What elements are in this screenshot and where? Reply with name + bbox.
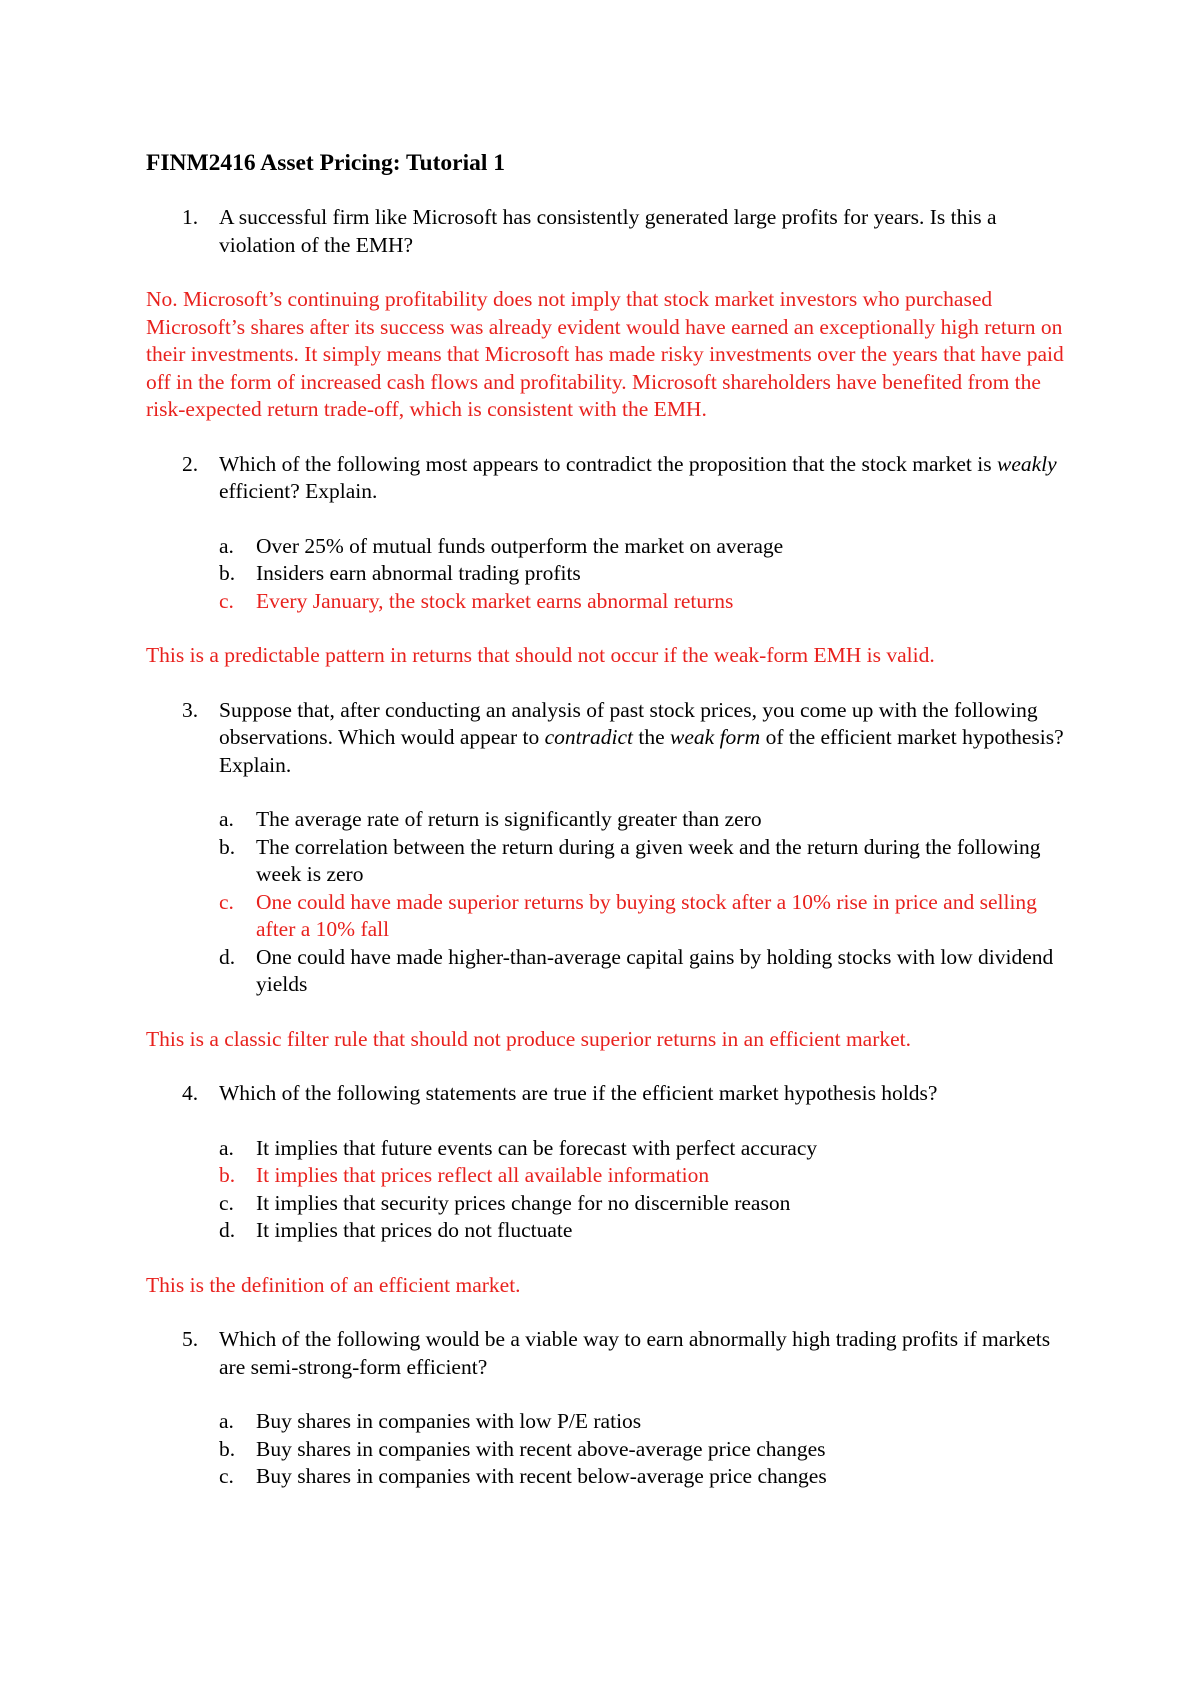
option-item bbox=[146, 834, 1076, 889]
answer-4: This is the definition of an efficient market. bbox=[146, 1272, 521, 1297]
options-list bbox=[146, 1408, 1076, 1491]
question-text bbox=[219, 697, 1076, 780]
option-label: b. bbox=[219, 834, 236, 859]
answer-1: No. Microsoft’s continuing profitability does not imply that stock market investors who purchased Microsoft’s shares after its success was already evident would have earned an exceptionally high return on their investments. It simply means that Microsoft has made risky investments over the years that have paid off in the form of increased cash flows and profitability. Microsoft shareholders have benefited from the risk-expected return trade-off, which is consistent with the EMH. bbox=[146, 287, 1064, 421]
question-text-part: the bbox=[632, 725, 671, 749]
option-text: Buy shares in companies with low P/E ratios bbox=[256, 1409, 642, 1433]
option-item-correct bbox=[146, 588, 1076, 616]
options-list bbox=[146, 1135, 1076, 1245]
option-label: d. bbox=[219, 1218, 236, 1242]
option-text: One could have made superior returns by buying stock after a 10% rise in price and selling after a 10% fall bbox=[256, 889, 1037, 941]
question-text: Which of the following statements are true if the efficient market hypothesis holds? bbox=[219, 1081, 938, 1105]
question-number: 1. bbox=[182, 205, 199, 229]
option-label: c. bbox=[219, 1464, 234, 1488]
option-item bbox=[146, 1135, 1076, 1163]
question-number: 2. bbox=[182, 451, 199, 476]
option-text: It implies that security prices change for no discernible reason bbox=[256, 1190, 791, 1215]
option-label: b. bbox=[219, 1163, 236, 1187]
option-text: Buy shares in companies with recent above-average price changes bbox=[256, 1436, 826, 1461]
question-text-part: of the efficient market hypothesis? Explain. bbox=[219, 725, 1064, 777]
option-item bbox=[146, 806, 1076, 834]
option-text: It implies that prices do not fluctuate bbox=[256, 1218, 573, 1242]
question-text-emphasis: contradict bbox=[544, 725, 633, 749]
option-label: b. bbox=[219, 1436, 236, 1461]
option-label: a. bbox=[219, 807, 234, 831]
question-text-emphasis: weakly bbox=[997, 451, 1057, 476]
option-item bbox=[146, 1408, 1076, 1436]
question-1 bbox=[146, 204, 1076, 259]
option-text: Insiders earn abnormal trading profits bbox=[256, 561, 581, 585]
document-title: FINM2416 Asset Pricing: Tutorial 1 bbox=[146, 150, 506, 176]
question-text-part: Which of the following most appears to contradict the proposition that the stock market is bbox=[219, 451, 997, 476]
option-item bbox=[146, 1217, 1076, 1245]
option-item bbox=[146, 1463, 1076, 1491]
option-text: Every January, the stock market earns abnormal returns bbox=[256, 588, 734, 613]
option-label: b. bbox=[219, 561, 236, 585]
option-label: d. bbox=[219, 944, 236, 969]
option-item bbox=[146, 1190, 1076, 1218]
option-item bbox=[146, 944, 1076, 999]
answer-2: This is a predictable pattern in returns that should not occur if the weak-form EMH is valid. bbox=[146, 643, 935, 667]
option-label: a. bbox=[219, 533, 234, 558]
question-text bbox=[219, 451, 1076, 506]
options-list bbox=[146, 533, 1076, 616]
option-label: c. bbox=[219, 889, 234, 914]
option-label: a. bbox=[219, 1135, 234, 1160]
question-number: 3. bbox=[182, 697, 199, 722]
question-text-part: Suppose that, after conducting an analysis of past stock prices, you come up with the following observations. Which would appear to bbox=[219, 697, 1038, 749]
option-item bbox=[146, 560, 1076, 588]
option-text: Over 25% of mutual funds outperform the market on average bbox=[256, 533, 784, 558]
question-text-part: efficient? Explain. bbox=[219, 479, 378, 503]
option-item bbox=[146, 1436, 1076, 1464]
option-text: The correlation between the return during a given week and the return during the following week is zero bbox=[256, 834, 1041, 886]
option-text: It implies that prices reflect all available information bbox=[256, 1163, 710, 1187]
option-item bbox=[146, 533, 1076, 561]
question-3 bbox=[146, 697, 1076, 780]
document-page bbox=[146, 148, 1076, 1491]
option-text: One could have made higher-than-average capital gains by holding stocks with low dividend yields bbox=[256, 944, 1054, 996]
question-text: Which of the following would be a viable way to earn abnormally high trading profits if markets are semi-strong-form efficient? bbox=[219, 1327, 1051, 1379]
option-text: It implies that future events can be forecast with perfect accuracy bbox=[256, 1135, 818, 1160]
option-item-correct bbox=[146, 1162, 1076, 1190]
question-text-emphasis: weak form bbox=[670, 725, 761, 749]
question-number: 4. bbox=[182, 1081, 199, 1105]
options-list bbox=[146, 806, 1076, 999]
question-2 bbox=[146, 451, 1076, 506]
option-label: c. bbox=[219, 588, 234, 613]
question-text: A successful firm like Microsoft has consistently generated large profits for years. Is this a violation of the EMH? bbox=[219, 205, 997, 257]
option-label: c. bbox=[219, 1190, 234, 1215]
option-text: Buy shares in companies with recent below-average price changes bbox=[256, 1464, 827, 1488]
question-number: 5. bbox=[182, 1327, 199, 1351]
option-item-correct bbox=[146, 889, 1076, 944]
question-5 bbox=[146, 1326, 1076, 1381]
option-label: a. bbox=[219, 1409, 234, 1433]
option-text: The average rate of return is significantly greater than zero bbox=[256, 807, 762, 831]
question-4 bbox=[146, 1080, 1076, 1108]
answer-3: This is a classic filter rule that should not produce superior returns in an efficient market. bbox=[146, 1026, 912, 1051]
